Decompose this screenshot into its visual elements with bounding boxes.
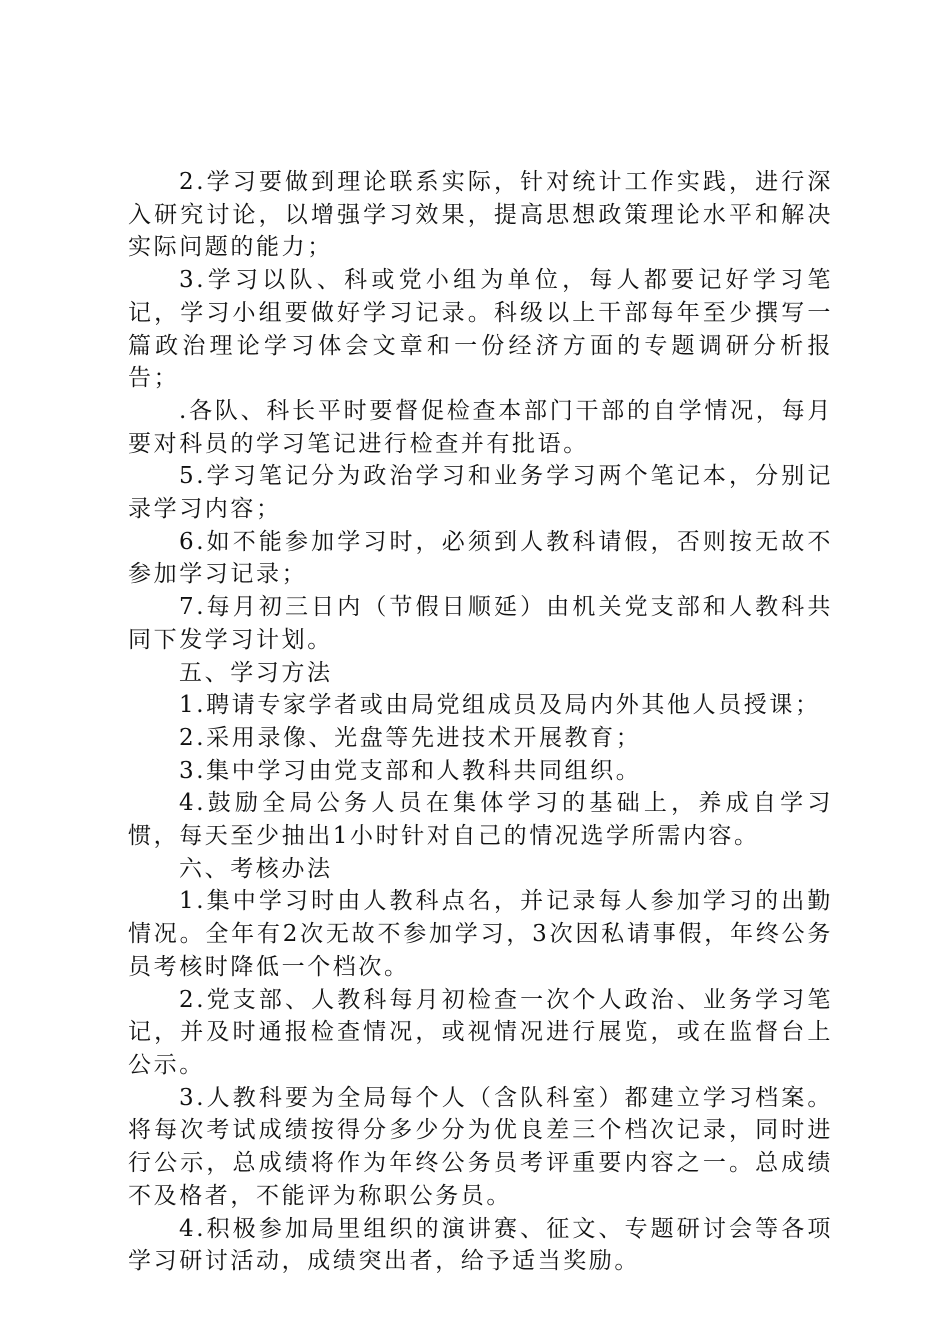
section-heading-assessment: 六、考核办法 [179,855,333,882]
paragraph-assessment-records: 3.人教科要为全局每个人（含队科室）都建立学习档案。将每次考试成绩按得分多少分为优良差三个档次记录，同时进行公示，总成绩将作为年终公务员考评重要内容之一。总成绩不及格者，不能评为称职公务员。 [128,1084,833,1209]
paragraph-study-practice: 2.学习要做到理论联系实际，针对统计工作实践，进行深入研究讨论，以增强学习效果，提高思想政策理论水平和解决实际问题的能力； [128,169,833,261]
paragraph-leave: 6.如不能参加学习时，必须到人教科请假，否则按无故不参加学习记录； [128,528,833,588]
paragraph-method-centralized: 3.集中学习由党支部和人教科共同组织。 [179,757,642,784]
paragraph-assessment-rewards: 4.积极参加局里组织的演讲赛、征文、专题研讨会等各项学习研讨活动，成绩突出者，给予适当奖励。 [128,1215,833,1275]
paragraph-method-media: 2.采用录像、光盘等先进技术开展教育； [179,724,642,751]
paragraph-assessment-attendance: 1.集中学习时由人教科点名，并记录每人参加学习的出勤情况。全年有2次无故不参加学习，3次因私请事假，年终公务员考核时降低一个档次。 [128,888,833,980]
paragraph-study-plan: 7.每月初三日内（节假日顺延）由机关党支部和人教科共同下发学习计划。 [128,594,833,653]
paragraph-method-lectures: 1.聘请专家学者或由局党组成员及局内外其他人员授课； [179,692,821,719]
paragraph-study-units: 3.学习以队、科或党小组为单位，每人都要记好学习笔记，学习小组要做好学习记录。科级以上干部每年至少撰写一篇政治理论学习体会文章和一份经济方面的专题调研分析报告； [128,267,833,392]
paragraph-assessment-notes-check: 2.党支部、人教科每月初检查一次个人政治、业务学习笔记，并及时通报检查情况，或视情况进行展览，或在监督台上公示。 [128,986,833,1078]
paragraph-notebooks: 5.学习笔记分为政治学习和业务学习两个笔记本，分别记录学习内容； [128,463,833,523]
section-heading-study-methods: 五、学习方法 [179,659,333,686]
paragraph-supervision: .各队、科长平时要督促检查本部门干部的自学情况，每月要对科员的学习笔记进行检查并有批语。 [128,397,833,457]
document-body [128,166,833,1278]
paragraph-method-self-study: 4.鼓励全局公务人员在集体学习的基础上，养成自学习惯，每天至少抽出1小时针对自己的情况选学所需内容。 [128,790,833,850]
